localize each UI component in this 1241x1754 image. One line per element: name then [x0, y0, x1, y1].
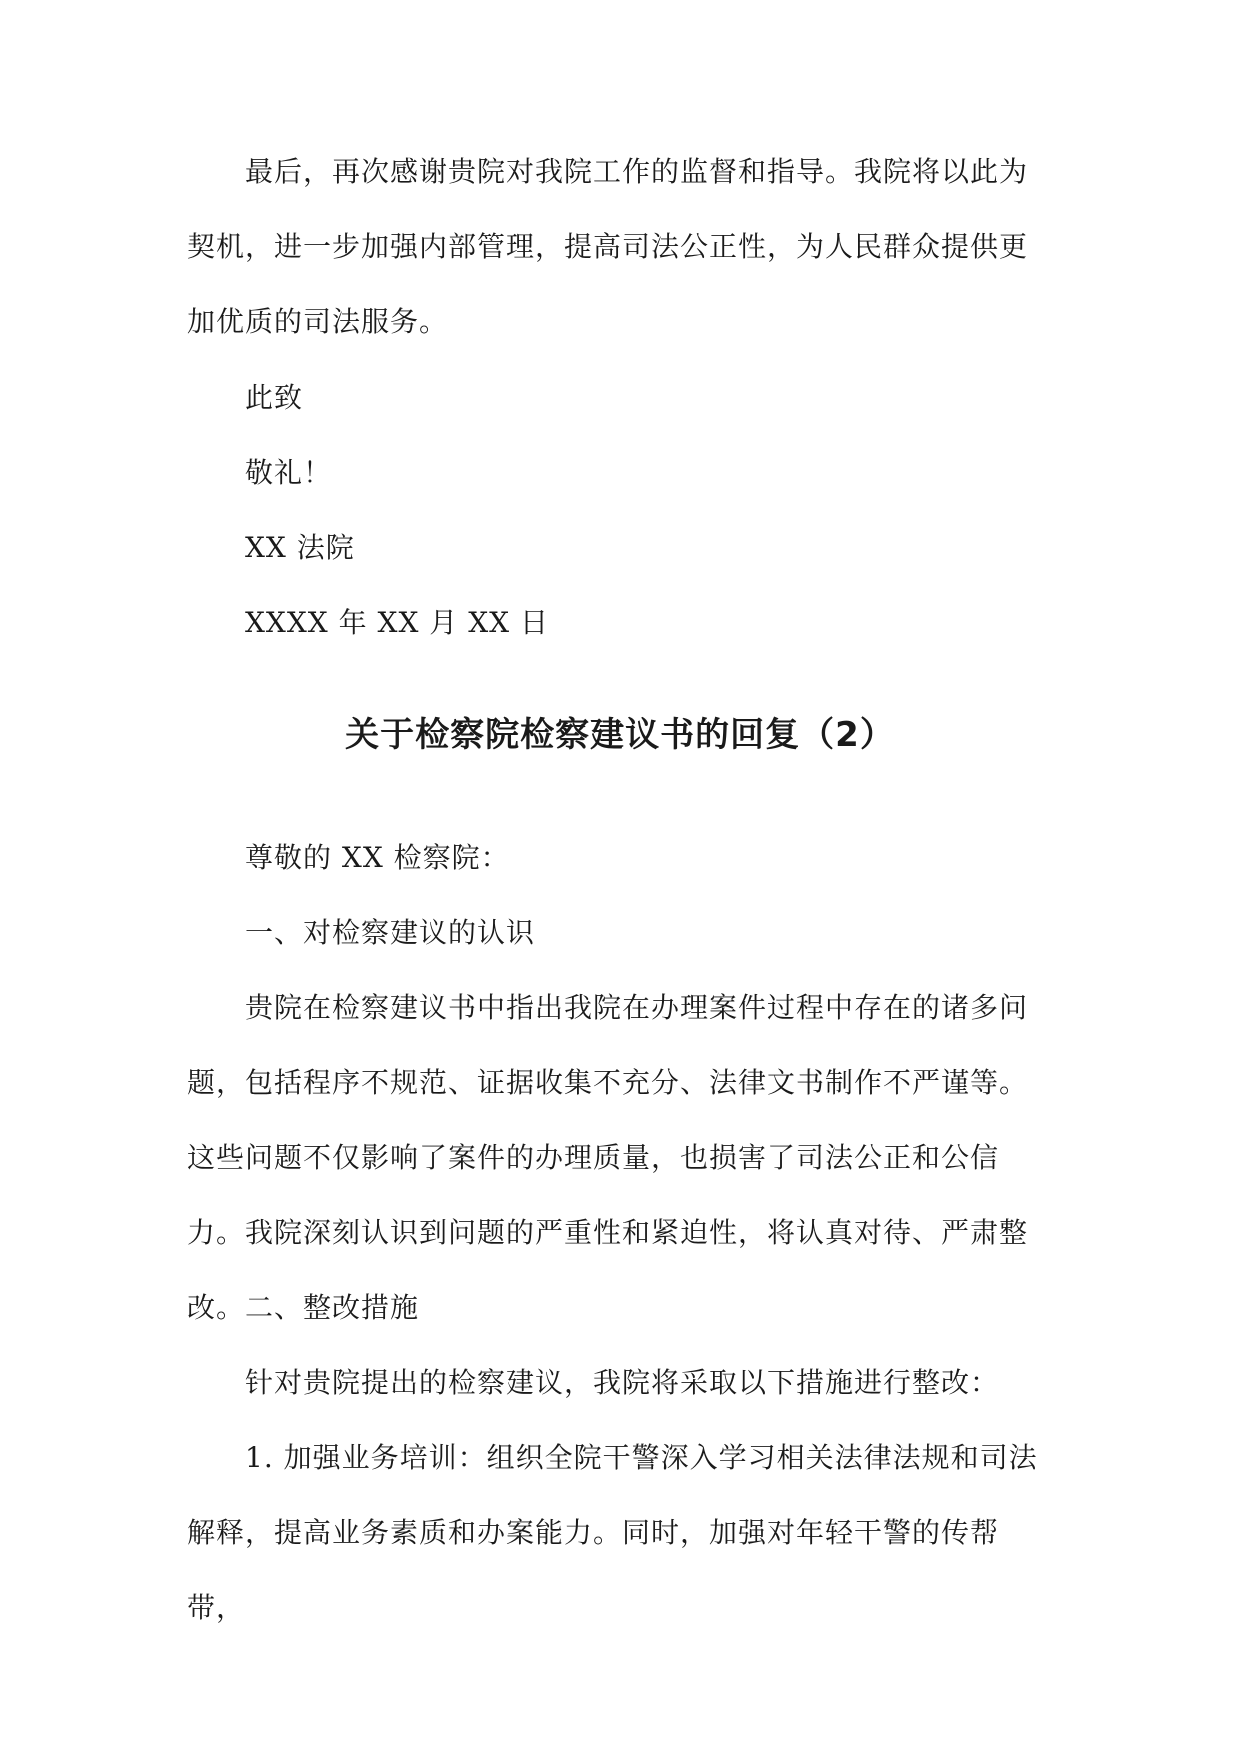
document-title: 关于检察院检察建议书的回复（2）	[345, 715, 895, 755]
signature: XX 法院	[245, 531, 355, 564]
date: XXXX 年 XX 月 XX 日	[245, 606, 549, 639]
section-1-heading: 一、对检察建议的认识	[245, 916, 536, 949]
salutation-line-2: 敬礼！	[245, 456, 333, 489]
section-2-heading: 二、整改措施	[245, 1291, 420, 1324]
list-item-1: 1. 加强业务培训：组织全院干警深入学习相关法律法规和司法解释，提高业务素质和办案能力。同时，加强对年轻干警的传帮带，	[187, 1441, 1038, 1624]
salutation-line-1: 此致	[245, 381, 304, 414]
closing-paragraph: 最后，再次感谢贵院对我院工作的监督和指导。我院将以此为契机，进一步加强内部管理，提高司法公正性，为人民群众提供更加优质的司法服务。	[187, 155, 1029, 338]
section-1-paragraph: 贵院在检察建议书中指出我院在办理案件过程中存在的诸多问题，包括程序不规范、证据收集不充分、法律文书制作不严谨等。这些问题不仅影响了案件的办理质量，也损害了司法公正和公信力。我院深刻认识到问题的严重性和紧迫性，将认真对待、严肃整改。	[187, 991, 1029, 1324]
section-2-intro: 针对贵院提出的检察建议，我院将采取以下措施进行整改：	[245, 1366, 1000, 1399]
addressee: 尊敬的 XX 检察院：	[245, 841, 510, 874]
